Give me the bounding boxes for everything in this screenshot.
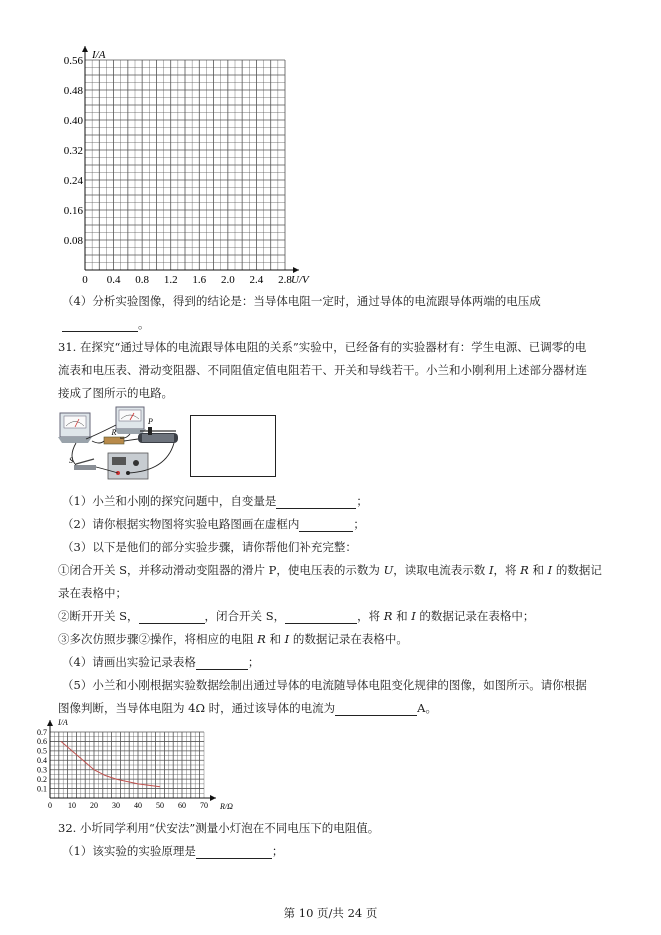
step1-text-b: ，读取电流表示数 — [393, 563, 489, 577]
q31-intro-line1: 31. 在探究“通过导体的电流跟导体电阻的关系”实验中，已经备有的实验器材有：学生电源、已调零的电 — [58, 340, 587, 354]
switch-icon — [69, 456, 96, 470]
q32-part1-line — [62, 843, 283, 859]
q32-part1-blank[interactable] — [196, 845, 272, 859]
y-tick-label: 0.3 — [37, 765, 47, 775]
step1-var-r: R — [520, 563, 529, 577]
y-tick-label: 0.4 — [37, 756, 47, 766]
graph-tick-labels — [64, 55, 293, 286]
power-supply-icon — [108, 453, 148, 479]
q31-intro-line3: 接成了图所示的电路。 — [58, 386, 173, 400]
q31-part1-blank[interactable] — [276, 495, 356, 509]
y-tick-label: 0.16 — [63, 204, 83, 217]
graph-axes — [82, 46, 299, 273]
q30-part4-blank[interactable] — [62, 318, 138, 332]
step2-blank1[interactable] — [139, 610, 205, 624]
step2-blank2[interactable] — [285, 610, 357, 624]
ir-curve-graph — [37, 716, 260, 816]
q31-part5-line2 — [58, 700, 437, 716]
step1-var-u: U — [383, 563, 394, 577]
step1-text-d: 和 — [528, 563, 548, 577]
step3-var-i: I — [284, 632, 290, 646]
circuit-photo — [56, 405, 186, 485]
x-axis-label: U/V — [291, 274, 309, 286]
y-tick-label: 0.24 — [63, 174, 83, 187]
y-axis-label: I/A — [58, 718, 68, 727]
x-tick-label: 0 — [48, 801, 52, 810]
q31-part4-line — [62, 654, 259, 670]
x-tick-label: 2.4 — [249, 274, 264, 286]
step2-text-c: ，将 — [357, 609, 384, 623]
graph-grid — [85, 60, 285, 270]
step3-var-r: R — [257, 632, 266, 646]
q30-part4-end: 。 — [138, 317, 150, 331]
y-tick-label: 0.56 — [63, 54, 83, 67]
q31-part2-text: （2）请你根据实物图将实验电路图画在虚框内 — [62, 517, 300, 531]
step1-text-c: ，将 — [493, 563, 521, 577]
step1-var-i2: I — [547, 563, 553, 577]
y-axis-label: I/A — [92, 49, 106, 61]
q31-intro-line2: 流表和电压表、滑动变阻器、不同阻值定值电阻若干、开关和导线若干。小兰和小刚利用上述部分器材连 — [58, 363, 587, 377]
q31-part4-blank[interactable] — [196, 656, 248, 670]
q32-part1-text: （1）该实验的实验原理是 — [62, 844, 196, 858]
step2-var-i: I — [411, 609, 416, 623]
x-tick-label: 1.2 — [163, 274, 178, 286]
page-footer: 第 10 页/共 24 页 — [283, 906, 378, 920]
x-tick-label: 0 — [82, 274, 88, 286]
y-tick-label: 0.1 — [37, 784, 47, 794]
q31-part2-blank[interactable] — [299, 518, 353, 532]
x-tick-label: 2.0 — [220, 274, 235, 286]
y-tick-label: 0.5 — [37, 746, 47, 756]
x-tick-label: 2.8 — [278, 274, 292, 286]
step3-text-c: 的数据记录在表格中。 — [289, 632, 408, 646]
q31-part1-end: ； — [356, 494, 368, 508]
ammeter-icon — [114, 407, 146, 434]
y-tick-label: 0.2 — [37, 774, 47, 784]
q31-part2-line — [62, 516, 365, 532]
q31-part5-line1: （5）小兰和小刚根据实验数据绘制出通过导体的电流随导体电阻变化规律的图像，如图所示。请你根据 — [62, 678, 587, 692]
graph-grid — [50, 732, 204, 798]
q31-part3-text: （3）以下是他们的部分实验步骤，请你帮他们补充完整： — [62, 540, 357, 554]
step2-text-e: 的数据记录在表格中； — [415, 609, 535, 623]
q31-step1-line2: 录在表格中； — [58, 586, 127, 600]
q31-part4-text: （4）请画出实验记录表格 — [62, 655, 196, 669]
step1-text-e: 的数据记 — [552, 563, 602, 577]
x-axis-arrow — [293, 267, 299, 273]
q31-part5-text: 图像判断，当导体电阻为 4Ω 时，通过该导体的电流为 — [58, 701, 336, 715]
switch-label: S — [69, 456, 73, 465]
y-tick-label: 0.32 — [63, 144, 83, 157]
q30-part4-line — [62, 293, 541, 309]
step2-var-r: R — [383, 609, 393, 623]
q31-part1-text: （1）小兰和小刚的探究问题中，自变量是 — [62, 494, 277, 508]
y-tick-label: 0.08 — [63, 234, 83, 247]
x-axis-label: R/Ω — [220, 802, 233, 811]
q31-part4-end: ； — [247, 655, 260, 669]
x-tick-label: 50 — [156, 801, 164, 810]
q31-step3-line — [58, 631, 408, 647]
circuit-diagram-box[interactable] — [190, 415, 276, 477]
y-tick-label: 0.6 — [37, 737, 47, 747]
step3-text-a: ③多次仿照步骤②操作，将相应的电阻 — [58, 632, 258, 646]
step3-text-b: 和 — [265, 632, 285, 646]
y-tick-label: 0.40 — [63, 114, 83, 127]
current-resistance-curve — [61, 741, 160, 786]
x-tick-label: 30 — [112, 801, 120, 810]
step1-text-a: ①闭合开关 S，并移动滑动变阻器的滑片 P，使电压表的示数为 — [58, 563, 384, 577]
q30-part4-text: （4）分析实验图像，得到的结论是：当导体电阻一定时，通过导体的电流跟导体两端的电压成 — [62, 294, 541, 308]
q31-part1-line — [62, 493, 368, 509]
resistor-label: R — [111, 428, 117, 437]
x-tick-label: 70 — [200, 801, 208, 810]
x-tick-label: 20 — [90, 801, 98, 810]
q31-step1-line1 — [58, 562, 602, 578]
q31-part5-blank[interactable] — [335, 702, 417, 716]
q31-part5-end: A。 — [417, 701, 437, 715]
y-axis-arrow — [47, 720, 53, 726]
q31-part2-end: ； — [353, 517, 365, 531]
y-tick-label: 0.48 — [63, 84, 83, 97]
q30-part4-answer-line — [62, 316, 150, 332]
y-tick-label: 0.7 — [37, 727, 47, 737]
x-tick-label: 40 — [134, 801, 142, 810]
x-axis-arrow — [210, 795, 216, 801]
x-tick-label: 10 — [68, 801, 76, 810]
step2-text-b: ，闭合开关 S， — [204, 609, 286, 623]
y-axis-arrow — [82, 46, 88, 52]
x-tick-label: 0.4 — [106, 274, 121, 286]
q32-intro: 32. 小圻同学利用“伏安法”测量小灯泡在不同电压下的电阻值。 — [58, 821, 380, 835]
step2-text-a: ②断开开关 S， — [58, 609, 139, 623]
x-tick-label: 1.6 — [192, 274, 207, 286]
iu-blank-graph — [55, 40, 345, 290]
step2-text-d: 和 — [392, 609, 412, 623]
q31-step2-line — [58, 608, 534, 624]
x-tick-label: 0.8 — [135, 274, 150, 286]
x-tick-label: 60 — [178, 801, 186, 810]
step1-var-i: I — [488, 563, 494, 577]
q32-part1-end: ； — [271, 844, 284, 858]
slider-label: P — [148, 417, 153, 426]
